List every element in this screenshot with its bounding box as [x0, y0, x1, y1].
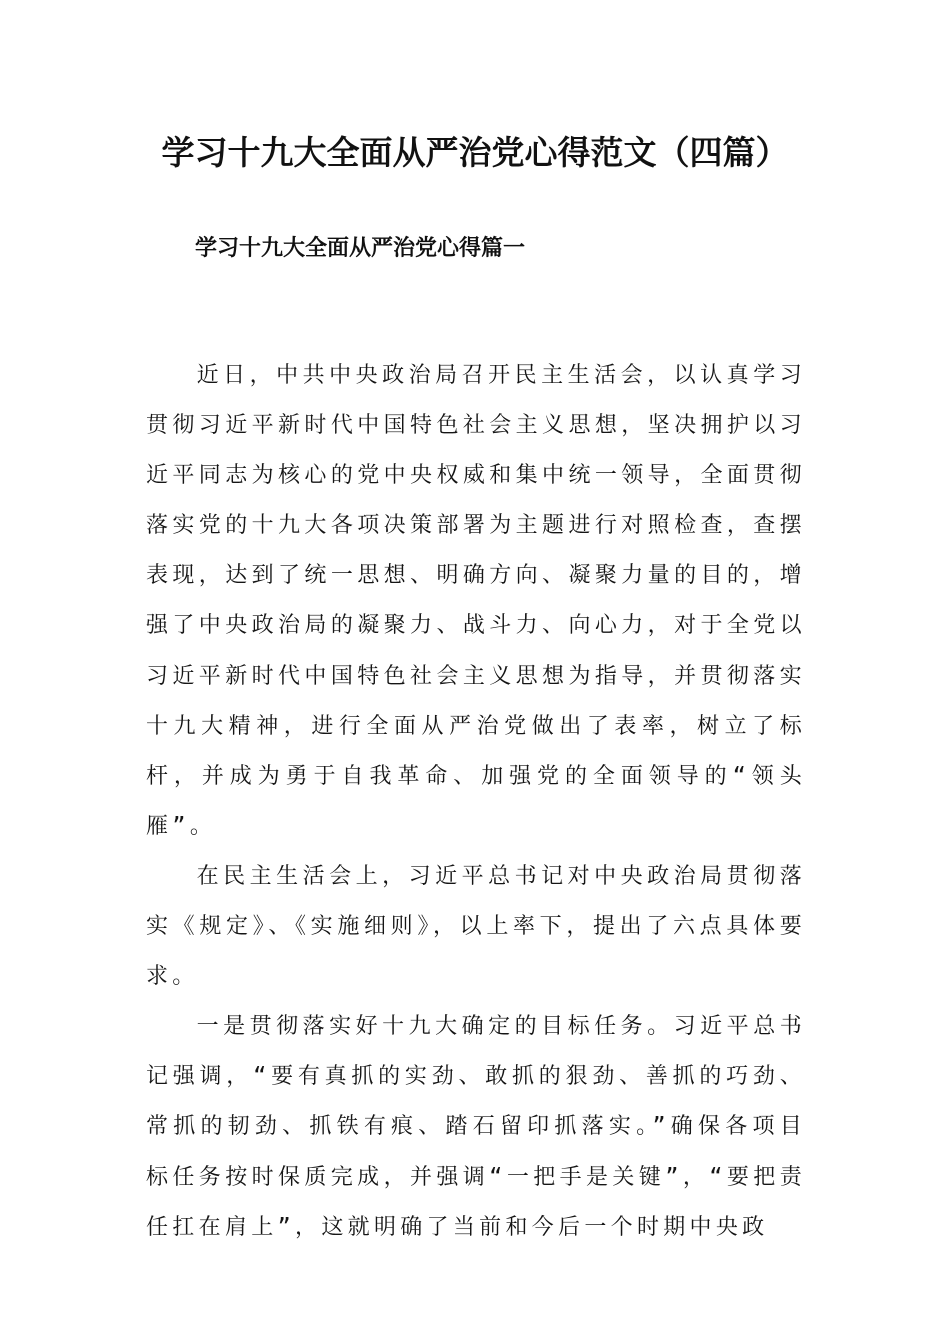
document-title: 学习十九大全面从严治党心得范文（四篇）	[161, 133, 789, 172]
body-paragraph-3: 一是贯彻落实好十九大确定的目标任务。习近平总书记强调，“要有真抓的实劲、敢抓的狠劲、善抓的巧劲、常抓的韧劲、抓铁有痕、踏石留印抓落实。”确保各项目标任务按时保质完成，并强调“一把手是关键”，“要把责任扛在肩上”，这就明确了当前和今后一个时期中央政	[146, 1014, 806, 1240]
body-paragraph-1: 近日，中共中央政治局召开民主生活会，以认真学习贯彻习近平新时代中国特色社会主义思想，坚决拥护以习近平同志为核心的党中央权威和集中统一领导，全面贯彻落实党的十九大各项决策部署为主题进行对照检查，查摆表现，达到了统一思想、明确方向、凝聚力量的目的，增强了中央政治局的凝聚力、战斗力、向心力，对于全党以习近平新时代中国特色社会主义思想为指导，并贯彻落实十九大精神，进行全面从严治党做出了表率，树立了标杆，并成为勇于自我革命、加强党的全面领导的“领头雁”。	[146, 363, 806, 839]
body-paragraph-2: 在民主生活会上，习近平总书记对中央政治局贯彻落实《规定》、《实施细则》，以上率下，提出了六点具体要求。	[146, 863, 806, 990]
section-heading: 学习十九大全面从严治党心得篇一	[195, 235, 526, 261]
document-body	[146, 351, 806, 1253]
